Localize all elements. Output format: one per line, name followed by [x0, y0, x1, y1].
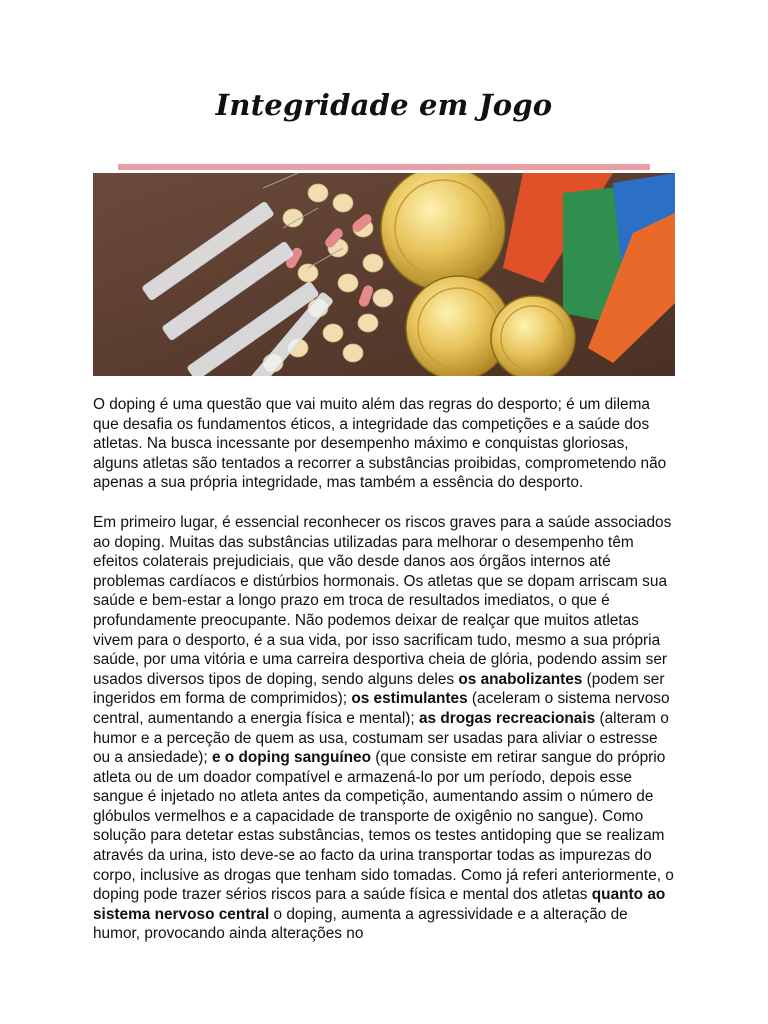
article-body: [93, 395, 678, 964]
bold-term-doping-sanguineo: e o doping sanguíneo: [211, 749, 371, 767]
text-segment: o doping, aumenta a agressividade e a alteração de humor, provocando ainda alterações no: [93, 905, 628, 943]
bold-term-drogas-recreacionais: as drogas recreacionais: [418, 709, 596, 727]
text-segment: (alteram o humor e a perceção de quem as usa, costumam ser usadas para aliviar o estresse ou a ansiedade);: [93, 709, 669, 767]
hero-image-doping-medals: [93, 173, 675, 376]
text-segment: (podem ser ingeridos em forma de comprimidos);: [93, 670, 665, 708]
paragraph-health-risks: [93, 513, 678, 944]
document-title: Integridade em Jogo: [215, 88, 553, 122]
title-divider: [118, 164, 650, 170]
text-segment: (que consiste em retirar sangue do próprio atleta ou de um doador compatível e armazená-lo por um período, depois esse sangue é injetado no atleta antes da competição, aumentando assim o número de glóbulos vermelhos e a capacidade de transporte de oxigênio no sangue). Como solução para detetar estas substâncias, temos os testes antidoping que se realizam através da urina, isto deve-se ao facto da urina transportar todas as impurezas do corpo, inclusive as drogas que tenham sido tomadas. Como já referi anteriormente, o doping pode trazer sérios riscos para a saúde física e mental dos atletas: [93, 749, 674, 904]
text-segment: Em primeiro lugar, é essencial reconhecer os riscos graves para a saúde associados ao doping. Muitas das substâncias utilizadas para melhorar o desempenho têm efeitos colaterais prejudiciais, que vão desde danos aos órgãos internos até problemas cardíacos e distúrbios hormonais. Os atletas que se dopam arriscam sua saúde e bem-estar a longo prazo em troca de resultados imediatos, o que é profundamente preocupante. Não podemos deixar de realçar que muitos atletas vivem para o desporto, é a sua vida, por isso sacrificam tudo, mesmo a sua própria saúde, por uma vitória e uma carreira desportiva cheia de glória, podendo assim ser usados diversos tipos de doping, sendo alguns deles: [93, 513, 672, 688]
bold-term-anabolizantes: os anabolizantes: [458, 670, 583, 688]
text-segment: (aceleram o sistema nervoso central, aumentando a energia física e mental);: [93, 690, 670, 727]
paragraph-intro: O doping é uma questão que vai muito além das regras do desporto; é um dilema que desafia os fundamentos éticos, a integridade das competições e a saúde dos atletas. Na busca incessante por desempenho máximo e conquistas gloriosas, alguns atletas são tentados a recorrer a substâncias proibidas, comprometendo não apenas a sua própria integridade, mas também a essência do desporto.: [93, 396, 667, 492]
bold-term-sistema-nervoso: quanto ao sistema nervoso central: [93, 886, 666, 923]
bold-term-estimulantes: os estimulantes: [351, 690, 468, 708]
